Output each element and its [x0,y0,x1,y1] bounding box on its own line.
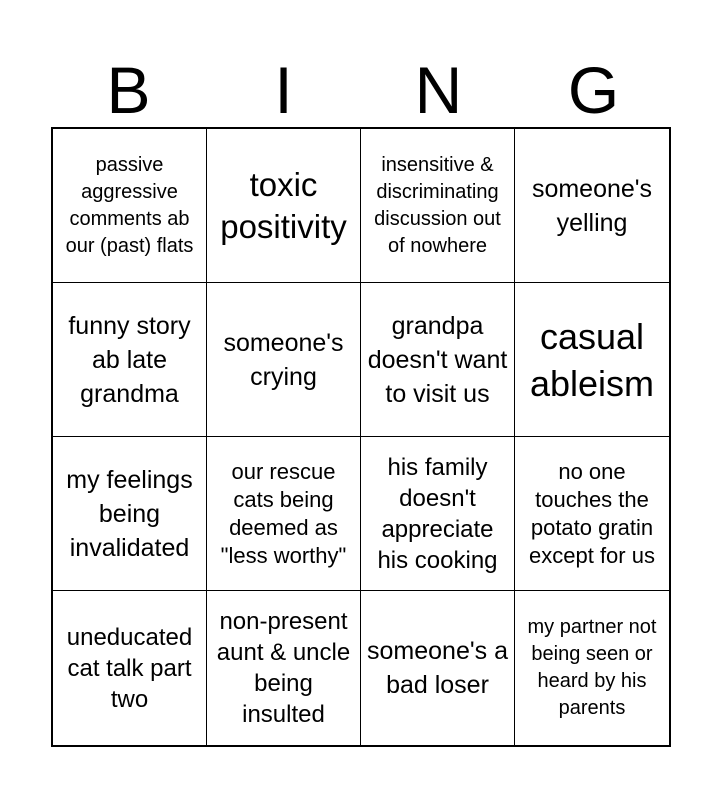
bingo-cell[interactable] [207,129,361,283]
bingo-cell[interactable] [361,591,515,745]
bingo-cell-text: his family doesn't appreciate his cooking [377,453,498,574]
bingo-cell-text: funny story ab late grandma [68,311,191,408]
bingo-cell-text: someone's a bad loser [367,637,508,699]
bingo-cell-text: no one touches the potato gratin except for us [529,458,655,568]
bingo-cell[interactable] [53,591,207,745]
bingo-cell-text: our rescue cats being deemed as "less worthy" [220,458,347,568]
bingo-cell[interactable] [515,283,669,437]
bingo-cell[interactable] [207,283,361,437]
bingo-cell[interactable] [207,591,361,745]
bingo-cell[interactable] [515,437,669,591]
bingo-cell-text: passive aggressive comments ab our (past) flats [65,153,194,257]
bingo-cell[interactable] [207,437,361,591]
bingo-cell[interactable] [53,283,207,437]
bingo-cell-text: someone's crying [223,328,344,391]
header-letter-g: G [567,53,620,127]
bingo-cell-text: uneducated cat talk part two [66,623,193,713]
header-letter-i: I [274,53,293,127]
bingo-header [51,52,671,128]
bingo-cell-text: grandpa doesn't want to visit us [367,311,508,408]
bingo-cell-text: toxic positivity [220,165,347,245]
bingo-cell[interactable] [361,129,515,283]
bingo-cell[interactable] [515,129,669,283]
bingo-cell[interactable] [53,437,207,591]
bingo-cell-text: casual ableism [529,315,655,404]
bingo-board [51,127,671,747]
bingo-cell-text: my feelings being invalidated [66,465,193,562]
bingo-cell[interactable] [361,283,515,437]
bingo-cell-text: someone's yelling [531,174,653,237]
bingo-cell-text: my partner not being seen or heard by his parents [527,616,657,719]
bingo-cell[interactable] [361,437,515,591]
header-letter-b: B [106,53,151,127]
header-letter-n: N [414,53,463,127]
bingo-cell-text: non-present aunt & uncle being insulted [216,608,351,728]
bingo-cell-text: insensitive & discriminating discussion out of nowhere [374,153,501,257]
bingo-cell[interactable] [53,129,207,283]
bingo-cell[interactable] [515,591,669,745]
